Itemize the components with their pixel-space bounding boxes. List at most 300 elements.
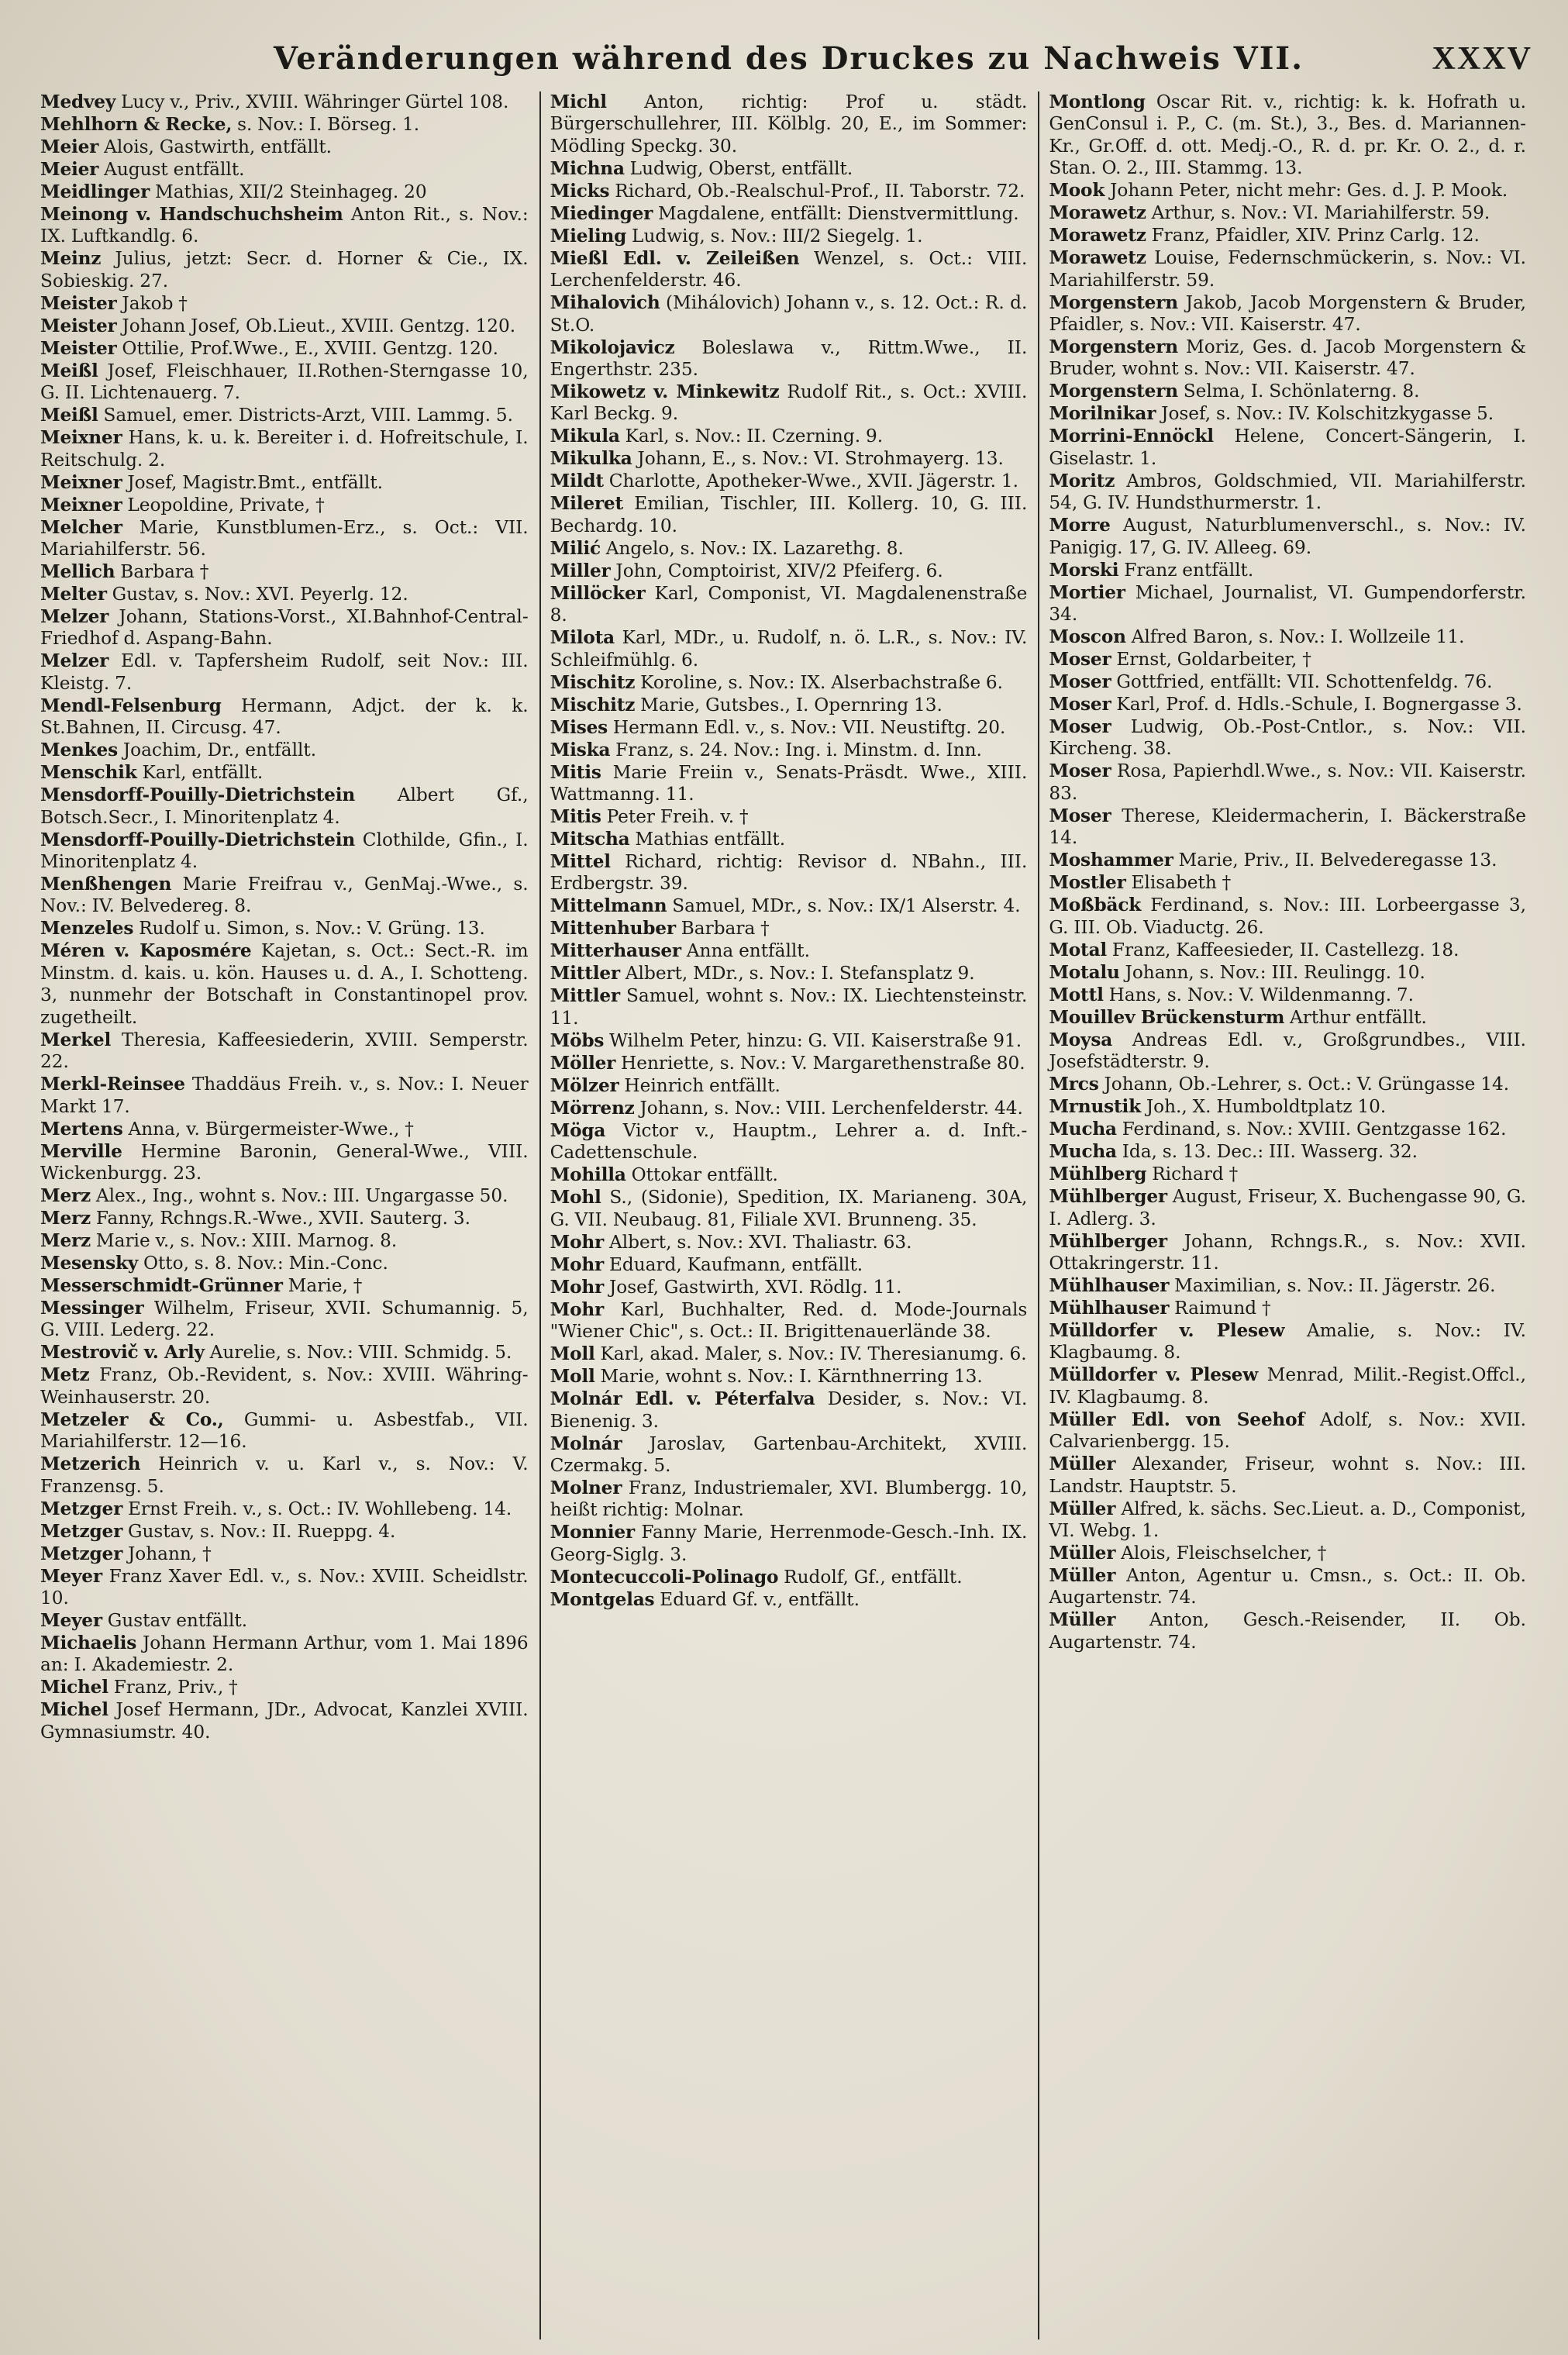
entry-details: Anton, Agentur u. Cmsn., s. Oct.: II. Ob. Augartenstr. 74. [1049,1564,1526,1609]
entry-details: Ernst, Goldarbeiter, † [1111,649,1311,671]
entry-details: Mathias, XII/2 Steinhageg. 20 [150,181,427,202]
entry-name: Mitis [550,806,601,828]
directory-entry [1038,471,1526,515]
entry-name: Mook [1049,180,1105,202]
entry-details: Ludwig, s. Nov.: III/2 Siegelg. 1. [626,225,923,247]
entry-name: Moscon [1049,626,1126,648]
entry-name: Metz [40,1364,90,1386]
entry-details: Rudolf, Gf., entfällt. [778,1566,963,1588]
directory-entry [40,784,529,829]
directory-entry [1038,202,1526,224]
entry-details: Arthur entfällt. [1284,1006,1427,1028]
entry-details: Desider, s. Nov.: VI. Bienenig. 3. [550,1388,1028,1432]
directory-entry [1038,1164,1526,1185]
directory-entry [40,695,529,740]
entry-details: Anna entfällt. [681,940,810,962]
directory-entry [40,561,529,583]
entry-name: Mühlhauser [1049,1274,1170,1296]
entry-details: Samuel, MDr., s. Nov.: IX/1 Alserstr. 4. [667,895,1021,917]
entry-name: Mohr [550,1253,605,1275]
entry-details: Johann Hermann Arthur, vom 1. Mai 1896 an: I. Akademiestr. 2. [40,1632,529,1676]
entry-details: Boleslawa v., Rittm.Wwe., II. Engerthstr. 235. [550,336,1028,381]
entry-name: Mölzer [550,1074,619,1096]
entry-name: Moser [1049,716,1111,738]
directory-entry [539,895,1028,917]
entry-name: Miedinger [550,202,653,224]
directory-entry [1038,1029,1526,1074]
entry-name: Mikula [550,426,620,447]
entry-name: Melzer [40,650,109,672]
entry-name: Mittler [550,985,620,1007]
entry-name: Mucha [1049,1119,1117,1140]
entry-name: Mihalovich [550,292,660,314]
directory-entry [539,1187,1028,1231]
directory-entry [539,1164,1028,1186]
entry-name: Méren v. Kaposmére [40,940,252,962]
entry-name: Mottl [1049,984,1104,1005]
directory-entry [1038,582,1526,626]
directory-entry [40,136,529,158]
entry-details: Rudolf Rit., s. Oct.: XVIII. Karl Beckg. 9. [550,381,1028,425]
directory-entry [539,560,1028,582]
entry-name: Mülldorfer v. Plesew [1049,1364,1258,1386]
entry-details: Johann Josef, Ob.Lieut., XVIII. Gentzg. 120. [116,315,516,336]
entry-details: Anton Rit., s. Nov.: IX. Luftkandlg. 6. [40,204,529,247]
entry-name: Möller [550,1052,616,1074]
entry-name: Meixner [40,494,122,515]
entry-details: Johann, E., s. Nov.: VI. Strohmayerg. 13. [632,448,1004,470]
directory-entry [539,627,1028,671]
entry-name: Menschik [40,762,137,784]
entry-details: Albert Gf., Botsch.Secr., I. Minoritenplatz 4. [40,784,529,828]
entry-name: Meidlinger [40,181,150,202]
entry-details: Richard, Ob.-Realschul-Prof., II. Taborstr. 72. [609,180,1025,202]
entry-name: Mesensky [40,1252,139,1274]
entry-details: Louise, Federnschmückerin, s. Nov.: VI. Mariahilferstr. 59. [1049,247,1526,291]
directory-entry [40,1543,529,1565]
directory-entry [40,829,529,874]
entry-details: Rosa, Papierhdl.Wwe., s. Nov.: VII. Kaiserstr. 83. [1049,760,1526,804]
entry-details: Anton, Gesch.-Reisender, II. Ob. Augartenstr. 74. [1049,1609,1526,1653]
entry-details: Karl, s. Nov.: II. Czerning. 9. [619,426,884,447]
directory-entry [1038,984,1526,1006]
directory-entry [40,918,529,940]
directory-entry [539,381,1028,426]
directory-entry [539,740,1028,761]
entry-details: Angelo, s. Nov.: IX. Lazarethg. 8. [600,537,904,559]
directory-entry [40,181,529,203]
directory-entry [1038,426,1526,470]
directory-entry [1038,671,1526,693]
directory-entry [1038,180,1526,202]
directory-entry [539,1433,1028,1477]
entry-details: August entfällt. [98,159,245,180]
entry-name: Melzer [40,606,109,628]
entry-name: Merkel [40,1029,112,1050]
directory-entry [40,1677,529,1698]
entry-details: Eduard, Kaufmann, entfällt. [604,1253,863,1275]
entry-name: Michaelis [40,1632,137,1653]
entry-name: Morgenstern [1049,291,1178,313]
entry-name: Montecuccoli-Polinago [550,1566,779,1588]
directory-entry [539,695,1028,716]
directory-entry [1038,805,1526,850]
directory-entry [1038,336,1526,381]
directory-entry [40,1208,529,1229]
entry-details: Menrad, Milit.-Regist.Offcl., IV. Klagbaumg. 8. [1049,1364,1526,1408]
entry-name: Mouillev Brückensturm [1049,1006,1285,1028]
entry-name: Milota [550,627,615,649]
directory-entry [1038,1320,1526,1364]
entry-name: Moser [1049,694,1111,715]
directory-entry [1038,962,1526,984]
entry-details: Hans, s. Nov.: V. Wildenmanng. 7. [1103,984,1415,1005]
entry-details: Otto, s. 8. Nov.: Min.-Conc. [138,1252,388,1274]
directory-entry [539,1589,1028,1611]
directory-entry [539,203,1028,225]
entry-details: Johann, Ob.-Lehrer, s. Oct.: V. Grüngasse 14. [1098,1074,1510,1095]
directory-entry [40,1699,529,1743]
entry-name: Morawetz [1049,225,1146,247]
entry-details: Heinrich v. u. Karl v., s. Nov.: V. Franzensg. 5. [40,1453,529,1497]
entry-details: Karl, Buchhalter, Red. d. Mode-Journals "Wiener Chic", s. Oct.: II. Brigittenauerlände 38. [550,1298,1028,1343]
entry-name: Mensdorff-Pouilly-Dietrichstein [40,784,356,806]
entry-name: Menkes [40,740,118,761]
entry-name: Mühlberger [1049,1186,1167,1208]
directory-entry [40,1521,529,1543]
entry-name: Mensdorff-Pouilly-Dietrichstein [40,829,356,850]
directory-entry [1038,1543,1526,1564]
directory-entry [539,918,1028,940]
entry-details: Wilhelm Peter, hinzu: G. VII. Kaiserstraße 91. [604,1029,1022,1051]
entry-details: Marie v., s. Nov.: XIII. Marnog. 8. [91,1229,398,1251]
entry-name: Mischitz [550,694,636,715]
entry-name: Mischitz [550,671,636,693]
entry-name: Montgelas [550,1588,655,1610]
entry-details: Karl, MDr., u. Rudolf, n. ö. L.R., s. Nov.: IV. Schleifmühlg. 6. [550,627,1028,671]
directory-entry [40,1185,529,1207]
directory-entry [1038,91,1526,180]
entry-details: Alex., Ing., wohnt s. Nov.: III. Ungargasse 50. [91,1184,508,1206]
directory-entry [40,405,529,426]
entry-name: Mieling [550,225,627,247]
directory-entry [1038,1609,1526,1653]
directory-entry [539,1098,1028,1119]
directory-entry [539,1232,1028,1253]
entry-name: Mühlhauser [1049,1297,1170,1319]
entry-details: Eduard Gf. v., entfällt. [654,1588,860,1610]
entry-name: Metzeler & Co., [40,1409,224,1430]
entry-name: Meyer [40,1609,102,1631]
directory-entry [40,1074,529,1118]
entry-name: Mildt [550,471,604,492]
entry-details: S., (Sidonie), Spedition, IX. Marianeng. 30A, G. VII. Neubaug. 81, Filiale XVI. Brunneng. 35. [550,1187,1028,1230]
entry-details: Barbara † [675,918,770,940]
directory-entry [1038,716,1526,760]
entry-name: Moser [1049,760,1111,782]
directory-entry [539,226,1028,247]
directory-entry [539,717,1028,739]
entry-name: Müller [1049,1609,1116,1631]
entry-details: Marie, Priv., II. Belvederegasse 13. [1173,850,1497,871]
directory-entry [40,495,529,516]
entry-details: Fanny Marie, Herrenmode-Gesch.-Inh. IX. Georg-Siglg. 3. [550,1522,1028,1565]
entry-name: Melter [40,584,107,605]
entry-name: Meyer [40,1565,102,1587]
directory-entry [40,1566,529,1610]
entry-details: August, Naturblumenverschl., s. Nov.: IV. Panigig. 17, G. IV. Alleeg. 69. [1049,515,1526,558]
entry-details: Thaddäus Freih. v., s. Nov.: I. Neuer Markt 17. [40,1074,529,1117]
directory-entry [539,91,1028,157]
entry-name: Meister [40,292,117,314]
entry-name: Mitscha [550,829,630,850]
directory-entry [539,829,1028,850]
entry-details: Franz, Industriemaler, XVI. Blumbergg. 10, heißt richtig: Molnar. [550,1477,1028,1521]
directory-entry [1038,1565,1526,1609]
directory-entry [40,584,529,605]
entry-details: Charlotte, Apotheker-Wwe., XVII. Jägerstr. 1. [603,471,1018,492]
column-left [40,91,539,2339]
directory-entry [539,806,1028,828]
entry-name: Morrini-Ennöckl [1049,426,1214,447]
entry-name: Mittler [550,963,620,984]
directory-entry [40,293,529,315]
entry-details: Ferdinand, s. Nov.: XVIII. Gentzgasse 162. [1116,1119,1507,1140]
entry-details: Wenzel, s. Oct.: VIII. Lerchenfelderstr. 46. [550,247,1028,291]
entry-details: Gummi- u. Asbestfab., VII. Mariahilferstr. 12—16. [40,1409,529,1453]
entry-details: Marie, † [282,1274,363,1296]
directory-entry [40,874,529,918]
entry-details: Fanny, Rchngs.R.-Wwe., XVII. Sauterg. 3. [91,1207,470,1229]
directory-entry [40,1275,529,1297]
entry-details: Marie Freiin v., Senats-Präsdt. Wwe., XIII. Wattmanng. 11. [550,761,1028,805]
entry-name: Moßbäck [1049,895,1142,916]
entry-name: Mittelmann [550,895,667,917]
directory-entry [40,762,529,784]
entry-details: Johann, s. Nov.: III. Reulingg. 10. [1119,961,1425,983]
directory-entry [1038,649,1526,671]
entry-details: Elisabeth † [1125,872,1232,894]
directory-entry [40,1610,529,1632]
entry-name: Mießl Edl. v. Zeileißen [550,247,800,269]
entry-details: Marie, Kunstblumen-Erz., s. Oct.: VII. Mariahilferstr. 56. [40,516,529,560]
entry-name: Mülldorfer v. Plesew [1049,1319,1285,1341]
directory-entry [40,940,529,1029]
entry-details: Franz, Ob.-Revident, s. Nov.: XVIII. Währing-Weinhauserstr. 20. [40,1364,529,1408]
directory-entry [1038,760,1526,805]
entry-details: Amalie, s. Nov.: IV. Klagbaumg. 8. [1049,1319,1527,1364]
entry-details: Jakob † [116,292,188,314]
directory-entry [40,159,529,181]
entry-details: Johann, s. Nov.: VIII. Lerchenfelderstr. 44. [634,1097,1023,1119]
directory-entry [1038,1409,1526,1453]
directory-entry [1038,626,1526,648]
directory-entry [40,204,529,248]
directory-entry [40,650,529,695]
entry-name: Menßhengen [40,874,172,895]
entry-name: Morawetz [1049,202,1146,224]
entry-details: Rudolf u. Simon, s. Nov.: V. Grüng. 13. [133,918,485,940]
entry-name: Molnár Edl. v. Péterfalva [550,1388,815,1410]
entry-name: Müller Edl. von Seehof [1049,1409,1305,1430]
entry-details: Karl, entfällt. [136,762,264,784]
directory-entry [539,963,1028,984]
entry-details: Josef, Gastwirth, XVI. Rödlg. 11. [604,1276,902,1298]
entry-details: Ottokar entfällt. [625,1164,778,1186]
entry-details: Aurelie, s. Nov.: VIII. Schmidg. 5. [204,1342,512,1364]
entry-name: Milić [550,537,601,559]
entry-details: Franz, Priv., † [108,1677,238,1698]
entry-details: s. Nov.: I. Börseg. 1. [232,114,420,135]
entry-details: Jaroslav, Gartenbau-Architekt, XVIII. Czermakg. 5. [550,1433,1028,1476]
entry-details: Marie Freifrau v., GenMaj.-Wwe., s. Nov.: IV. Belvedereg. 8. [40,874,529,917]
entry-name: Mrcs [1049,1074,1099,1095]
entry-details: Jakob, Jacob Morgenstern & Bruder, Pfaidler, s. Nov.: VII. Kaiserstr. 47. [1049,291,1526,336]
entry-name: Mohilla [550,1164,626,1186]
entry-name: Millöcker [550,582,646,604]
entry-details: Alexander, Friseur, wohnt s. Nov.: III. Landstr. Hauptstr. 5. [1049,1453,1526,1497]
entry-name: Morski [1049,559,1119,581]
entry-details: Josef, s. Nov.: IV. Kolschitzkygasse 5. [1156,403,1494,425]
directory-entry [539,1477,1028,1522]
entry-name: Mittenhuber [550,918,676,940]
entry-details: Franz Xaver Edl. v., s. Nov.: XVIII. Scheidlstr. 10. [40,1565,529,1609]
entry-details: Johann, Rchngs.R., s. Nov.: XVII. Ottakringerstr. 11. [1049,1230,1526,1274]
entry-details: Johann Peter, nicht mehr: Ges. d. J. P. Mook. [1104,180,1508,202]
entry-details: Franz entfällt. [1118,559,1254,581]
entry-name: Mohr [550,1276,605,1298]
directory-entry [40,1498,529,1520]
entry-details: Albert, MDr., s. Nov.: I. Stefansplatz 9. [619,963,975,984]
directory-entry [539,1277,1028,1298]
entry-name: Molnár [550,1433,622,1454]
directory-entry [1038,940,1526,961]
entry-name: Metzger [40,1520,123,1542]
directory-entry [1038,1007,1526,1029]
entry-details: Ida, s. 13. Dec.: III. Wasserg. 32. [1116,1141,1418,1163]
directory-entry [539,1388,1028,1433]
directory-entry [40,472,529,494]
directory-entry [539,448,1028,470]
directory-entry [40,315,529,337]
entry-name: Mohl [550,1187,601,1209]
entry-details: Josef, Magistr.Bmt., entfällt. [122,471,384,493]
entry-name: Mohr [550,1231,605,1253]
entry-details: Adolf, s. Nov.: XVII. Calvarienbergg. 15. [1049,1409,1526,1453]
entry-name: Mileret [550,493,623,515]
entry-name: Meinz [40,248,102,270]
entry-name: Mühlberg [1049,1164,1147,1185]
directory-entry [40,1119,529,1140]
entry-details: Selma, I. Schönlaterng. 8. [1177,381,1420,402]
directory-entry [40,1364,529,1409]
entry-details: Alois, Gastwirth, entfällt. [98,136,333,157]
entry-name: Mohr [550,1298,605,1320]
directory-entry [539,940,1028,962]
directory-entry [40,248,529,292]
directory-entry [539,1075,1028,1097]
directory-entry [1038,694,1526,715]
entry-name: Messerschmidt-Grünner [40,1274,283,1296]
entry-name: Motal [1049,939,1108,960]
directory-entry [1038,1119,1526,1140]
entry-details: Marie, wohnt s. Nov.: I. Kärnthnerring 13. [594,1366,983,1388]
entry-details: Alfred, k. sächs. Sec.Lieut. a. D., Componist, VI. Webg. 1. [1049,1498,1526,1541]
entry-name: Moysa [1049,1029,1113,1050]
entry-details: Gustav, s. Nov.: II. Rueppg. 4. [122,1520,396,1542]
entry-name: Moll [550,1343,595,1365]
entry-name: Molner [550,1477,622,1498]
entry-name: Meißl [40,405,98,426]
entry-details: Hans, k. u. k. Bereiter i. d. Hofreitschule, I. Reitschulg. 2. [40,427,529,471]
directory-entry [539,1120,1028,1164]
entry-name: Mikowetz v. Minkewitz [550,381,780,403]
directory-entry [1038,1096,1526,1118]
directory-entry [1038,1498,1526,1543]
entry-name: Meier [40,159,99,180]
entry-details: Magdalene, entfällt: Dienstvermittlung. [653,202,1019,224]
entry-name: Mucha [1049,1141,1117,1163]
directory-entry [1038,850,1526,871]
entry-name: Metzger [40,1498,123,1519]
entry-details: Richard † [1146,1164,1239,1185]
directory-entry [40,517,529,561]
directory-entry [40,114,529,136]
entry-details: Franz, Pfaidler, XIV. Prinz Carlg. 12. [1146,225,1480,247]
entry-details: Victor v., Hauptm., Lehrer a. d. Inft.-Cadettenschule. [550,1119,1028,1164]
entry-details: Theresia, Kaffeesiederin, XVIII. Semperstr. 22. [40,1029,529,1073]
directory-entry [539,426,1028,447]
entry-name: Metzger [40,1543,123,1564]
entry-details: Andreas Edl. v., Großgrundbes., VIII. Josefstädterstr. 9. [1049,1029,1526,1073]
directory-entry [539,158,1028,180]
entry-details: John, Comptoirist, XIV/2 Pfeiferg. 6. [610,560,943,581]
entry-name: Metzerich [40,1453,141,1475]
directory-entry [539,583,1028,627]
entry-name: Meister [40,337,117,359]
entry-name: Müller [1049,1564,1116,1586]
entry-name: Mikulka [550,448,632,470]
entry-name: Mehlhorn & Recke, [40,114,233,135]
entry-details: Barbara † [115,561,209,583]
entry-details: Hermine Baronin, General-Wwe., VIII. Wickenburgg. 23. [40,1140,529,1184]
directory-entry [40,1409,529,1453]
entry-details: Ludwig, Ob.-Post-Cntlor., s. Nov.: VII. Kircheng. 38. [1049,716,1526,760]
entry-details: Kajetan, s. Oct.: Sect.-R. im Minstm. d. kais. u. kön. Hauses u. d. A., I. Schotteng. 3, nunmehr der Botschaft in Constantinopel prov. zugetheilt. [40,940,529,1028]
entry-name: Michna [550,157,625,179]
entry-name: Morre [1049,515,1111,536]
entry-details: August, Friseur, X. Buchengasse 90, G. I. Adlerg. 3. [1049,1186,1526,1229]
entry-details: Albert, s. Nov.: XVI. Thaliastr. 63. [604,1231,912,1253]
entry-name: Meier [40,136,99,157]
directory-entry [1038,1453,1526,1498]
entry-details: Peter Freih. v. † [601,806,749,828]
directory-entry [1038,1231,1526,1275]
directory-entry [40,91,529,113]
entry-details: Raimund † [1169,1297,1271,1319]
entry-details: Anton, richtig: Prof u. städt. Bürgerschullehrer, III. Kölblg. 20, E., im Sommer: Mödling Speckg. 30. [550,91,1028,157]
entry-name: Mellich [40,561,115,583]
column-right [1038,91,1537,2339]
entry-name: Mestrovič v. Arly [40,1342,205,1364]
directory-entry [40,740,529,761]
entry-name: Montlong [1049,91,1146,112]
entry-name: Mikolojavicz [550,336,675,358]
directory-entry [539,292,1028,336]
entry-name: Merz [40,1184,91,1206]
entry-details: Gustav entfällt. [102,1609,248,1631]
entry-details: Michael, Journalist, VI. Gumpendorferstr. 34. [1049,581,1526,626]
